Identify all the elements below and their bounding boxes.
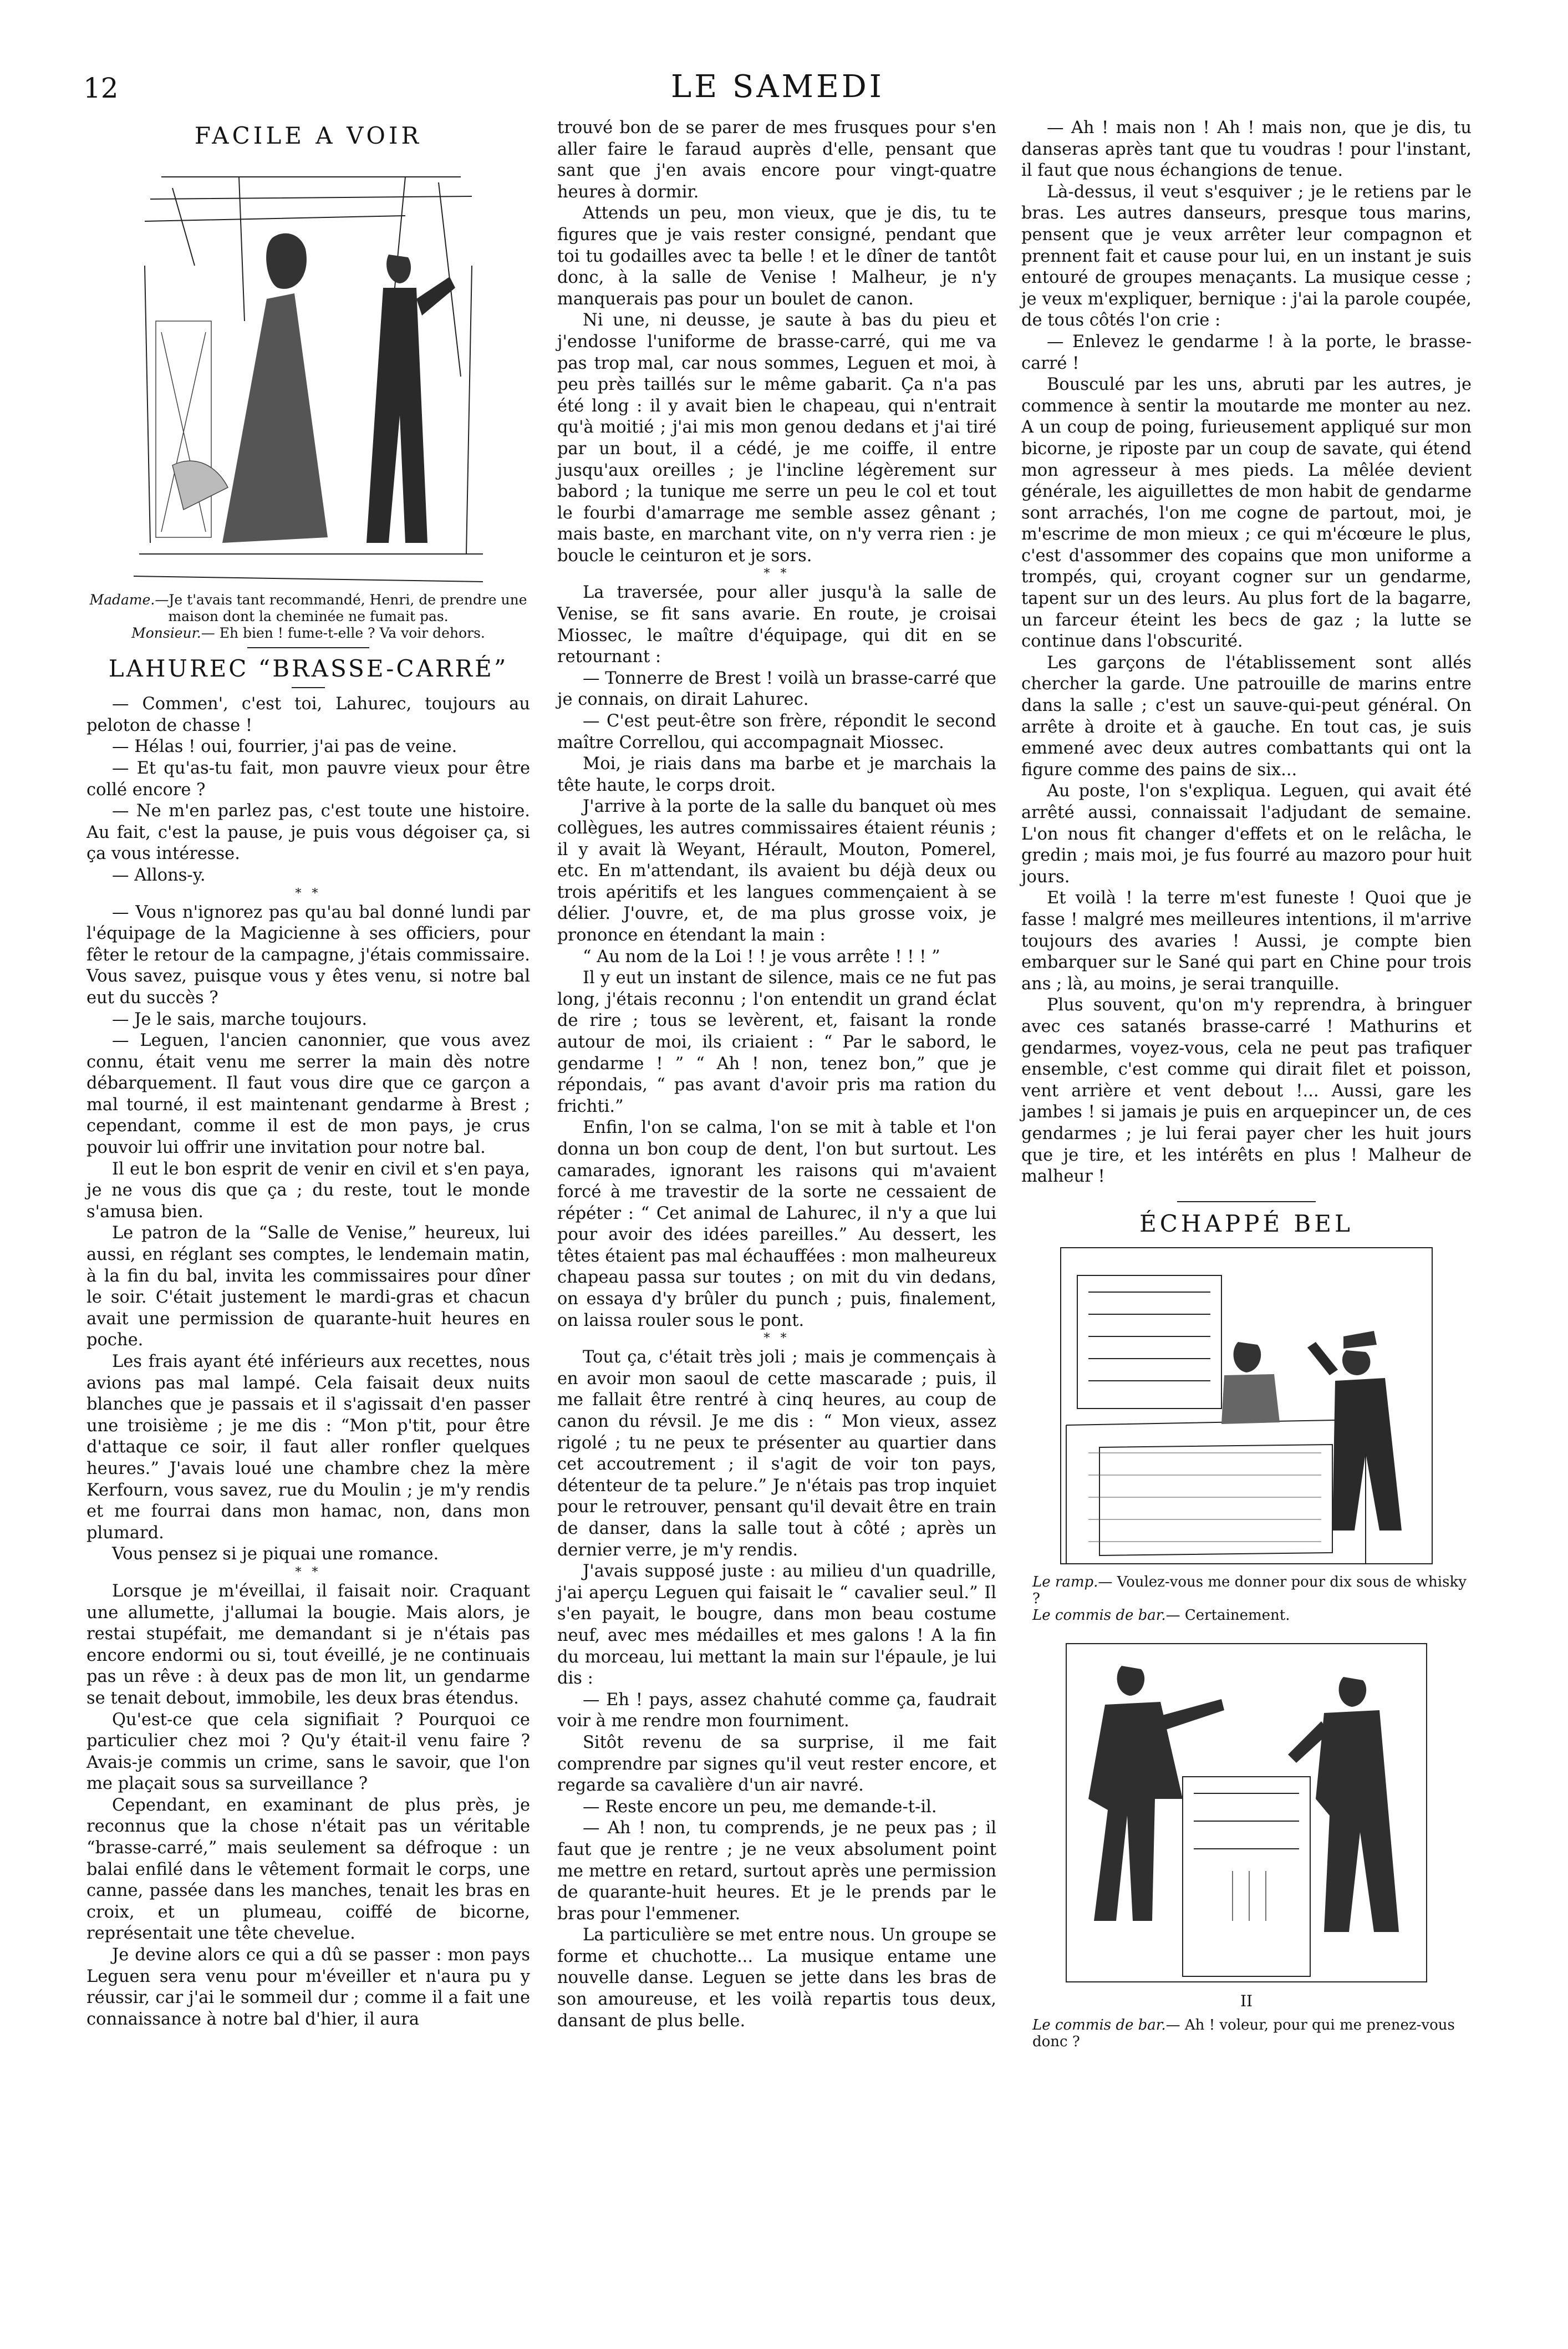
- page-number: 12: [83, 72, 119, 104]
- paragraph: Et voilà ! la terre m'est funeste ! Quoi que je fasse ! malgré mes meilleures intentions, il m'arrive toujours des avaries ! Aussi, je compte bien embarquer sur le Sané qui part en Chine pour trois ans ; là, au moins, je serai tranquille.: [1021, 888, 1472, 994]
- paragraph: — Et qu'as-tu fait, mon pauvre vieux pour être collé encore ?: [86, 758, 530, 800]
- cartoon-illustration-drawing-room: [128, 155, 488, 587]
- paragraph: “ Au nom de la Loi ! ! je vous arrête ! ! ! ”: [583, 947, 940, 967]
- paragraph: — Enlevez le gendarme ! à la porte, le brasse-carré !: [1021, 332, 1472, 373]
- caption-text: —Je t'avais tant recommandé, Henri, de prendre une maison dont la cheminée ne fumait pas.: [155, 591, 527, 624]
- caption-speaker: Madame.: [89, 591, 155, 608]
- divider: [247, 647, 369, 648]
- paragraph: J'avais supposé juste : au milieu d'un quadrille, j'ai aperçu Leguen qui faisait le “ cavalier seul.” Il s'en payait, le bougre, dans mon beau costume neuf, avec mes médailles et mes galons ! A la fin du morceau, lui mettant la main sur l'épaule, je lui dis :: [557, 1562, 996, 1689]
- paragraph: — C'est peut-être son frère, répondit le second maître Correllou, qui accompagnait Miossec.: [557, 711, 996, 753]
- paragraph: Plus souvent, qu'on m'y reprendra, à bringuer avec ces satanés brasse-carré ! Mathurins et gendarmes, voyez-vous, cela ne peut pas trafiquer ensemble, c'est comme qui dirait filet et poisson, vent arrière et vent debout !... Aussi, gare les jambes ! si jamais je puis en arquepincer un, de ces gendarmes ; je lui ferai payer cher les huit jours que je tire, et les intérêts en plus ! Malheur de malheur !: [1021, 995, 1472, 1187]
- paragraph: Bousculé par les uns, abruti par les autres, je commence à sentir la moutarde me monter au nez. A un coup de poing, furieusement appliqué sur mon bicorne, je riposte par un coup de savate, qui étend mon agresseur à mes pieds. La mêlée devient générale, les aiguillettes de mon habit de gendarme sont arrachés, l'on me cogne de partout, moi, je m'escrime de mon mieux ; ce qui m'écœure le plus, c'est d'assommer des copains que mon uniforme a trompés, qui, croyant cogner sur un gendarme, tapent sur un des leurs. Au plus fort de la bagarre, un farceur éteint les becs de gaz ; la lutte se continue dans l'obscurité.: [1021, 375, 1472, 652]
- paragraph: Au poste, l'on s'expliqua. Leguen, qui avait été arrêté aussi, connaissait l'adjudant de semaine. L'on nous fit changer d'effets et on le relâcha, le gredin ; mais moi, je fus fourré au mazoro pour huit jours.: [1021, 781, 1472, 887]
- cartoon-title: ÉCHAPPÉ BEL: [1139, 1209, 1353, 1237]
- paragraph: Cependant, en examinant de plus près, je reconnus que la chose n'était pas un véritable “brasse-carré,” mais seulement sa défroque : un balai enfilé dans le vêtement formait le corps, une canne, passée dans les manches, tenait les bras en croix, et un plumeau, coiffé de bicorne, représentait une tête chevelue.: [86, 1795, 530, 1944]
- paragraph: Les garçons de l'établissement sont allés chercher la garde. Une patrouille de marins entre dans la salle ; c'est un sauve-qui-peut général. On arrête à droite et à gauche. En tout cas, je suis emmené avec deux autres combattants qui ont la figure comme des pains de six...: [1021, 653, 1472, 780]
- caption-speaker: Le commis de bar.: [1032, 1607, 1166, 1624]
- column-2: [557, 118, 996, 2032]
- paragraph: Les frais ayant été inférieurs aux recettes, nous avions pas mal lampé. Cela faisait deux nuits blanches que je passais et il s'agissait d'en passer une troisième ; je me dis : “Mon p'tit, pour être d'attaque ce soir, il faut aller ronfler quelques heures.” J'avais loué une chambre chez la mère Kerfourn, vous savez, rue du Moulin ; je m'y rendis et me fourrai dans mon hamac, non, dans mon plumard.: [86, 1352, 530, 1543]
- cartoon-caption: [1032, 2017, 1472, 2050]
- caption-text: — Certainement.: [1165, 1607, 1290, 1624]
- paragraph: Attends un peu, mon vieux, que je dis, tu te figures que je vais rester consigné, pendant que toi tu godailles avec ta belle ! et le dîner de tantôt donc, à la salle de Venise ! Malheur, je n'y manquerais pas pour un boulet de canon.: [557, 204, 996, 309]
- paragraph: La particulière se met entre nous. Un groupe se forme et chuchotte... La musique entame une nouvelle danse. Leguen se jette dans les bras de son amoureuse, et les voilà repartis tous deux, dansant de plus belle.: [557, 1925, 996, 2031]
- caption-speaker: Le commis de bar.: [1032, 2016, 1166, 2033]
- paragraph: Vous pensez si je piquai une romance.: [112, 1544, 439, 1564]
- divider: [1177, 1201, 1316, 1202]
- paragraph: Sitôt revenu de sa surprise, il me fait comprendre par signes qu'il veut rester encore, et regarde sa cavalière d'un air navré.: [557, 1732, 996, 1796]
- section-break: * *: [763, 567, 790, 581]
- paragraph: Moi, je riais dans ma barbe et je marchais la tête haute, le corps droit.: [557, 754, 996, 795]
- caption-speaker: Monsieur.: [131, 624, 201, 641]
- paragraph: — Leguen, l'ancien canonnier, que vous avez connu, était venu me serrer la main dès notre débarquement. Il faut vous dire que ce garçon a mal tourné, il est maintenant gendarme à Brest ; cependant, comme il est de mon pays, je crus pouvoir lui offrir une invitation pour notre bal.: [86, 1031, 530, 1158]
- paragraph: Ni une, ni deusse, je saute à bas du pieu et j'endosse l'uniforme de brasse-carré, qui me va pas trop mal, car nous sommes, Leguen et moi, à peu près taillés sur le même gabarit. Ça n'a pas été long : il y avait bien le chapeau, qui n'entrait qu'à moitié ; j'ai mis mon genou dedans et j'ai tiré par un bout, il a cédé, je me coiffe, il entre jusqu'aux oreilles ; je l'incline légèrement sur babord ; la tunique me serre un peu le col et tout le fourbi d'amarrage me semble assez gênant ; mais baste, en marchant vite, on n'y verra rien : je boucle le ceinturon et je sors.: [557, 311, 996, 566]
- paragraph: — Eh ! pays, assez chahuté comme ça, faudrait voir à me rendre mon fourniment.: [557, 1690, 996, 1731]
- paragraph: — Ne m'en parlez pas, c'est toute une histoire. Au fait, c'est la pause, je puis vous dégoiser ça, si ça vous intéresse.: [86, 801, 530, 864]
- panel-numeral: II: [1240, 1992, 1253, 2011]
- paragraph: Le patron de la “Salle de Venise,” heureux, lui aussi, en réglant ses comptes, le lendemain matin, à la fin du bal, invita les commissaires pour dîner le soir. C'était justement le mardi-gras et chacun avait une permission de quarante-huit heures en poche.: [86, 1223, 530, 1350]
- cartoon-illustration-bar-scuffle: [1055, 1633, 1438, 1987]
- section-break: * *: [763, 1331, 790, 1346]
- column-1: [86, 122, 530, 2030]
- caption-text: — Eh bien ! fume-t-elle ? Va voir dehors.: [201, 624, 485, 641]
- journal-title: LE SAMEDI: [671, 69, 884, 105]
- paragraph: trouvé bon de se parer de mes frusques pour s'en aller faire le faraud auprès d'elle, pensant que sant que j'en avais encore pour vingt-quatre heures à dormir.: [557, 118, 996, 202]
- paragraph: J'arrive à la porte de la salle du banquet où mes collègues, les autres commissaires étaient réunis ; il y avait là Weyant, Hérault, Mouton, Pomerel, etc. En m'attendant, ils avaient bu déjà deux ou trois apéritifs et les langues commençaient à se délier. J'ouvre, et, de ma plus grosse voix, je prononce en étendant la main :: [557, 797, 996, 945]
- column-3: [1021, 118, 1472, 2050]
- paragraph: Il eut le bon esprit de venir en civil et s'en paya, je ne vous dis que ça ; du reste, tout le monde s'amusa bien.: [86, 1159, 530, 1222]
- section-break: * *: [295, 1565, 322, 1579]
- cartoon-caption: [86, 592, 530, 642]
- paragraph: Lorsque je m'éveillai, il faisait noir. Craquant une allumette, j'allumai la bougie. Mais alors, je restai stupéfait, me demandant si je n'étais pas encore endormi ou si, tout éveillé, je ne continuais pas un rêve : à deux pas de mon lit, un gendarme se tenait debout, immobile, les deux bras étendus.: [86, 1581, 530, 1708]
- cartoon-title: FACILE A VOIR: [194, 122, 422, 149]
- paragraph: Il y eut un instant de silence, mais ce ne fut pas long, j'étais reconnu ; l'on entendit un grand éclat de rire ; tous se levèrent, et, faisant la ronde autour de moi, ils criaient : “ Par le sabord, le gendarme ! ” “ Ah ! non, tenez bon,” que je répondais, “ pas avant d'avoir pris ma ration du frichti.”: [557, 968, 996, 1116]
- paragraph: Qu'est-ce que cela signifiait ? Pourquoi ce particulier chez moi ? Qu'y était-il venu faire ? Avais-je commis un crime, sans le savoir, que l'on me plaçait sous sa surveillance ?: [86, 1710, 530, 1794]
- paragraph: La traversée, pour aller jusqu'à la salle de Venise, se fit sans avarie. En route, je croisai Miossec, le maître d'équipage, qui dit en se retournant :: [557, 583, 996, 667]
- paragraph: — Reste encore un peu, me demande-t-il.: [583, 1797, 937, 1817]
- story-title: LAHUREC “BRASSE-CARRÉ”: [108, 654, 508, 682]
- section-break: * *: [295, 886, 322, 901]
- paragraph: — Ah ! mais non ! Ah ! mais non, que je dis, tu danseras après tant que tu voudras ! pour l'instant, il faut que nous échangions de tenue.: [1021, 118, 1472, 181]
- paragraph: — Je le sais, marche toujours.: [112, 1009, 368, 1029]
- paragraph: Enfin, l'on se calma, l'on se mit à table et l'on donna un bon coup de dent, l'on but surtout. Les camarades, ignorant les raisons qui m'avaient forcé à me travestir de la sorte ne cessaient de répéter : “ Cet animal de Lahurec, il n'y a que lui pour avoir des idées pareilles.” Au dessert, les têtes étaient pas mal échauffées : mon malheureux chapeau passa sur toutes ; on mit du vin dedans, on essaya d'y brûler du punch ; puis, finalement, on laissa rouler sous le pont.: [557, 1118, 996, 1330]
- paragraph: Tout ça, c'était très joli ; mais je commençais à en avoir mon saoul de cette mascarade ; puis, il me fallait être rentré à cinq heures, au coup de canon du révsil. Je me dis : “ Mon vieux, assez rigolé ; tu ne peux te présenter au quartier dans cet accoutrement ; il s'agit de voir ton pays, détenteur de ta pelure.” Je n'étais pas trop inquiet pour le retrouver, pensant qu'il devait être en train de danser, dans la salle tout à côté ; après un dernier verre, je m'y rendis.: [557, 1348, 996, 1560]
- caption-text: — Voulez-vous me donner pour dix sous de whisky ?: [1032, 1574, 1467, 1608]
- cartoon-illustration-bar-counter: [1055, 1242, 1438, 1569]
- paragraph: — Allons-y.: [112, 865, 206, 885]
- caption-speaker: Le ramp.: [1032, 1574, 1098, 1591]
- paragraph: — Ah ! non, tu comprends, je ne peux pas ; il faut que je rentre ; je ne veux absolument point me mettre en retard, surtout après une permission de quarante-huit heures. Et je le prends par le bras pour l'emmener.: [557, 1818, 996, 1924]
- paragraph: Là-dessus, il veut s'esquiver ; je le retiens par le bras. Les autres danseurs, presque tous marins, pensent que je veux arrêter leur compagnon et prennent fait et cause pour lui, en un instant je suis entouré de groupes menaçants. La musique cesse ; je veux m'expliquer, bernique : j'ai la parole coupée, de tous côtés l'on crie :: [1021, 182, 1472, 331]
- divider: [292, 687, 325, 688]
- caption-text: — Ah ! voleur, pour qui me prenez-vous donc ?: [1032, 2016, 1455, 2050]
- paragraph: — Tonnerre de Brest ! voilà un brasse-carré que je connais, on dirait Lahurec.: [557, 668, 996, 710]
- paragraph: — Vous n'ignorez pas qu'au bal donné lundi par l'équipage de la Magicienne à ses officiers, pour fêter le retour de la campagne, j'étais commissaire. Vous savez, puisque vous y êtes venu, si notre bal eut du succès ?: [86, 902, 530, 1008]
- paragraph: — Hélas ! oui, fourrier, j'ai pas de veine.: [112, 737, 457, 757]
- cartoon-caption: [1032, 1574, 1472, 1624]
- paragraph: — Commen', c'est toi, Lahurec, toujours au peloton de chasse !: [86, 694, 530, 735]
- paragraph: Je devine alors ce qui a dû se passer : mon pays Leguen sera venu pour m'éveiller et n'aura pu y réussir, car j'ai le sommeil dur ; comme il a fait une connaissance à notre bal d'hier, il aura: [86, 1945, 530, 2029]
